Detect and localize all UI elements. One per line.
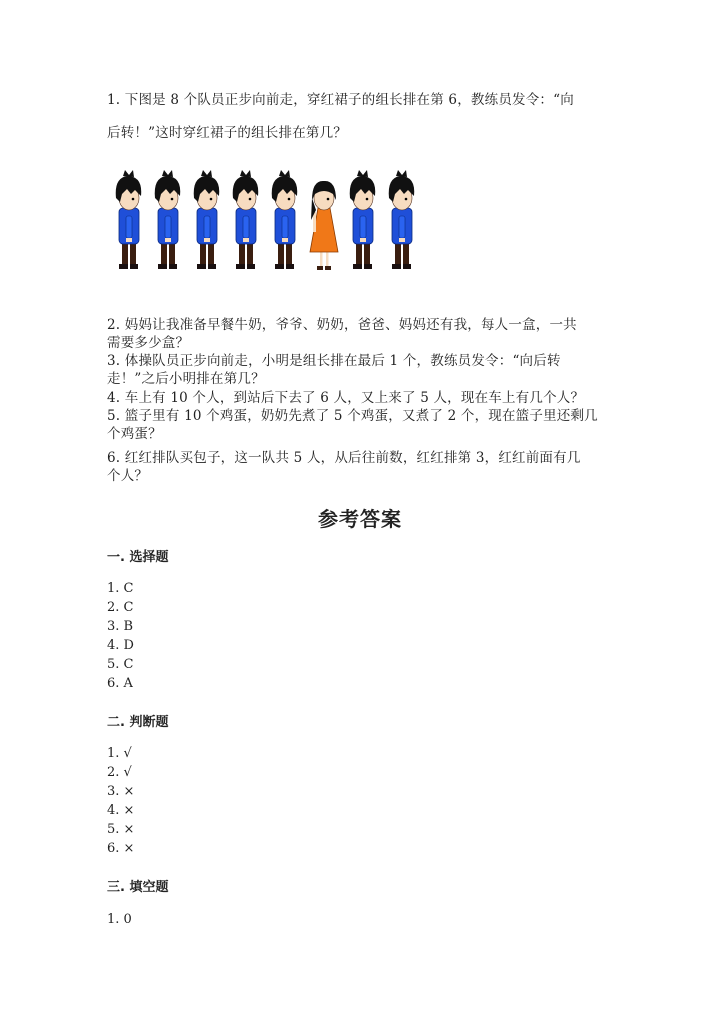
question-1-line-2: 后转！”这时穿红裙子的组长排在第几？ [107, 125, 348, 141]
girl-red-skirt-figure [310, 181, 338, 270]
answer-item: 6. A [107, 676, 133, 691]
answer-item: 3. × [107, 784, 135, 799]
answer-item: 1. C [107, 581, 134, 596]
boy-figure [194, 170, 219, 269]
question-4-line-1: 4. 车上有 10 个人，到站后下去了 6 人，又上来了 5 人，现在车上有几个人？ [107, 390, 585, 406]
question-6-line-1: 6. 红红排队买包子，这一队共 5 人，从后往前数，红红排第 3，红红前面有几 [107, 450, 581, 466]
answer-item: 5. × [107, 822, 135, 837]
answer-item: 2. C [107, 600, 134, 615]
section-heading-fill: 三. 填空题 [107, 880, 169, 895]
boy-figure [389, 170, 414, 269]
answer-item: 3. B [107, 619, 134, 634]
question-2-line-2: 需要多少盒？ [107, 335, 190, 351]
question-3-line-1: 3. 体操队员正步向前走，小明是组长排在最后 1 个，教练员发令：“向后转 [107, 353, 561, 369]
answer-item: 1. √ [107, 746, 132, 761]
question-3-line-2: 走！”之后小明排在第几？ [107, 371, 265, 387]
question-2-line-1: 2. 妈妈让我准备早餐牛奶，爷爷、奶奶，爸爸、妈妈还有我，每人一盒，一共 [107, 317, 577, 333]
answers-title: 参考答案 [318, 507, 402, 531]
answer-item: 1. 0 [107, 912, 132, 927]
boy-figure [233, 170, 258, 269]
answer-item: 4. × [107, 803, 135, 818]
section-heading-judge: 二. 判断题 [107, 715, 169, 730]
queue-of-children-figure [107, 170, 422, 278]
boy-figure [350, 170, 375, 269]
question-5-line-2: 个鸡蛋？ [107, 426, 162, 442]
question-1-line-1: 1. 下图是 8 个队员正步向前走，穿红裙子的组长排在第 6，教练员发令：“向 [107, 92, 574, 108]
section-heading-choice: 一. 选择题 [107, 550, 169, 565]
boy-figure [272, 170, 297, 269]
boy-figure [155, 170, 180, 269]
answer-item: 5. C [107, 657, 134, 672]
answer-item: 2. √ [107, 765, 132, 780]
answer-item: 6. × [107, 841, 135, 856]
question-6-line-2: 个人？ [107, 468, 149, 484]
question-5-line-1: 5. 篮子里有 10 个鸡蛋，奶奶先煮了 5 个鸡蛋，又煮了 2 个，现在篮子里还剩几 [107, 408, 598, 424]
boy-figure [116, 170, 141, 269]
answer-item: 4. D [107, 638, 134, 653]
